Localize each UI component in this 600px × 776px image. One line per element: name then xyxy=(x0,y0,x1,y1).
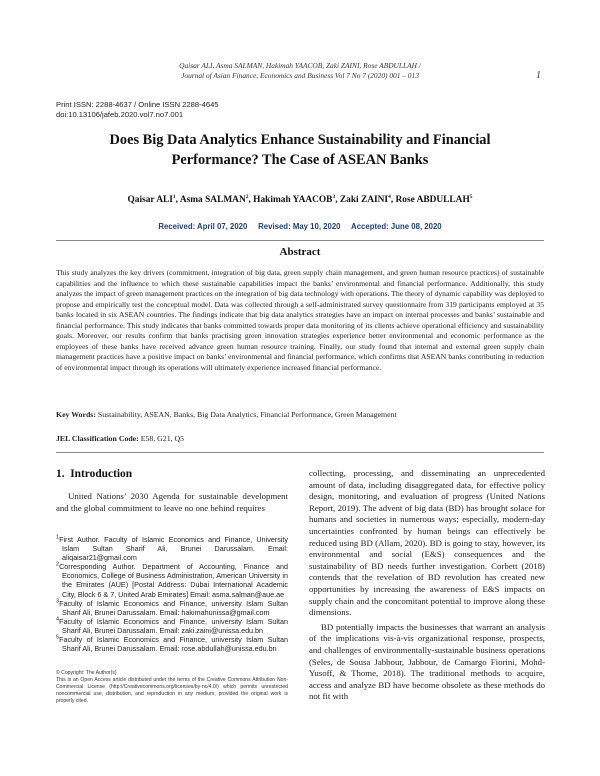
section-heading-introduction: 1. Introduction xyxy=(56,468,133,480)
jel-value: E58, G21, Q5 xyxy=(140,434,185,443)
jel-label: JEL Classification Code: xyxy=(56,434,139,443)
title-line-2: Performance? The Case of ASEAN Banks xyxy=(171,152,429,168)
divider xyxy=(56,240,544,241)
running-head-journal: Journal of Asian Finance, Economics and Business Vol 7 No 7 (2020) 001 – 013 xyxy=(181,71,419,80)
paper-title xyxy=(60,130,540,170)
abstract-heading: Abstract xyxy=(279,246,321,258)
intro-paragraph: BD potentially impacts the businesses that warrant an analysis of the implications vis-à-vis organizational response, prospects, and challenges of environmentally-sustainable business operations (Seles, de Sousa Jabbour, Jabbour, de Camargo Fiorini, Mohd- Yusoff, & Thome, 2018). The traditional methods to acquire, access and analyze BD have become obsolete as these methods do not fit with xyxy=(309,621,545,702)
abstract-body: This study analyzes the key drivers (commitment, integration of big data, green supply chain management, and green human resource practices) of sustainable capabilities and the influence to which these sustainable capabilities impact the banks’ environmental and financial performance. Additionally, this study analyzes the impact of green management practices on the integration of big data technology with operations. The theory of dynamic capability was deployed to propose and empirically test the conceptual model. Data was collected through a self-administrated survey questionnaire from 319 participants employed at 35 banks located in six ASEAN countries. The findings indicate that big data analytics strategies have an impact on internal processes and banks’ sustainable and financial performance. This study indicates that banks committed towards proper data monitoring of its clients achieve operational efficiency and sustainability goals. Moreover, our results confirm that banks practising green innovation strategies experience better environmental and economic performance as the employees of these banks have received advance green human resource training. Finally, our study found that internal and external green supply chain management practices have a positive impact on banks’ environmental and financial performance, which confirms that ASEAN banks contributing in reduction of environmental impact through its operations will ultimately experience increased financial performance. xyxy=(56,268,544,372)
page-number: 1 xyxy=(536,70,541,81)
footnote: $^2$Corresponding Author. Department of Accounting, Finance and Economics, College of Business Administration, American University in the Emirates (AUE) [Postal Address: Dubai International Academic City, Block 6 & 7, United Arab Emirates] Email: asma.salman@aue.ae xyxy=(56,561,288,599)
license-text: This is an Open Access article distributed under the terms of the Creative Commons Attribution Non-Commercial License (http://Creativecommons.org/licenses/by-nc/4.0/) which permits unrestricted noncommercial use, distribution, and reproduction in any medium, provided the original work is properly cited. xyxy=(56,677,288,704)
title-line-1: Does Big Data Analytics Enhance Sustainability and Financial xyxy=(109,132,491,148)
author: Hakimah YAACOB$^3$ xyxy=(253,193,336,205)
keywords-value: Sustainability, ASEAN, Banks, Big Data Analytics, Financial Performance, Green Management xyxy=(97,410,397,419)
running-head-authors: Qaisar ALI, Asma SALMAN, Hakimah YAACOB, Zaki ZAINI, Rose ABDULLAH / xyxy=(179,61,421,70)
author-footnotes xyxy=(56,535,288,653)
intro-paragraph: collecting, processing, and disseminating an unprecedented amount of data, including disaggregated data, for effective policy design, monitoring, and evaluation of progress (United Nations Report, 2019). The advent of big data (BD) has brought solace for humans and societies in numerous ways; especially, modern-day uncertainties confronted by human beings can effectively be reduced using BD (Allam, 2020). BD is going to stay, however, its environmental and social (E&S) consequences and the sustainability of BD needs further investigation. Corbett (2018) contends that the revelation of BD revolution has created new opportunities by increasing the awareness of E&S impacts on supply chain and the concomitant potential to improve along these dimensions. xyxy=(309,468,545,618)
submission-dates: Received: April 07, 2020 Revised: May 10, 2020 Accepted: June 08, 2020 xyxy=(158,222,442,231)
issn-line: Print ISSN: 2288-4637 / Online ISSN 2288-4645 xyxy=(56,100,219,109)
footnote: $^3$Faculty of Islamic Economics and Finance, university Islam Sultan Sharif Ali, Brunei Darussalam. Email: hakimahunissa@gmail.com xyxy=(56,598,288,617)
footnote: $^5$Faculty of Islamic Economics and Finance, university Islam Sultan Sharif Ali, Brunei Darussalam. Email: rose.abdullah@unissa.edu.bn xyxy=(56,634,288,654)
author: Rose ABDULLAH$^5$ xyxy=(395,193,473,205)
footnote: $^1$First Author. Faculty of Islamic Economics and Finance, University Islam Sultan Sharif Ali, Brunei Darussalam. Email: aliqaisar21@gmail.com xyxy=(56,534,288,563)
copyright-line: © Copyright: The Author(s) xyxy=(56,670,117,676)
copyright-notice xyxy=(56,670,288,705)
intro-right-column xyxy=(309,468,545,703)
author: Qaisar ALI$^1$ xyxy=(127,193,176,205)
footnote: $^4$Faculty of Islamic Economics and Finance, university Islam Sultan Sharif Ali, Brunei Darussalam. Email: zaki.zaini@unissa.edu.bn xyxy=(56,616,288,635)
author: Asma SALMAN$^2$ xyxy=(179,193,249,205)
keywords xyxy=(56,410,544,420)
author: Zaki ZAINI$^4$ xyxy=(339,193,391,205)
divider xyxy=(56,452,544,453)
doi-line: doi:10.13106/jafeb.2020.vol7.no7.001 xyxy=(56,110,184,119)
jel-codes xyxy=(56,434,544,444)
keywords-label: Key Words: xyxy=(56,410,96,419)
author-list: Qaisar ALI$^1$, Asma SALMAN$^2$, Hakimah YAACOB$^3$, Zaki ZAINI$^4$, Rose ABDULLAH$^5$ xyxy=(127,193,473,205)
running-head xyxy=(100,61,500,81)
issn-block xyxy=(56,100,219,120)
intro-paragraph-left: United Nations’ 2030 Agenda for sustainable development and the global commitment to leave no one behind requires xyxy=(56,491,288,513)
